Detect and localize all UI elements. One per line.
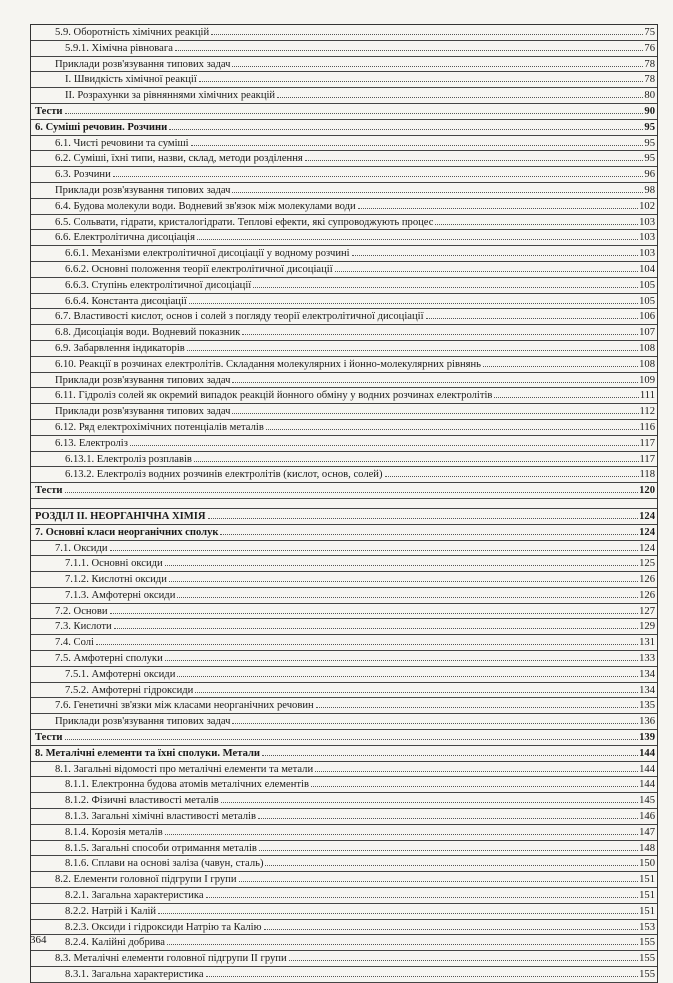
- toc-entry-page: 134: [639, 668, 655, 680]
- toc-leader-dots: [130, 445, 639, 446]
- toc-leader-dots: [211, 34, 643, 35]
- toc-entry-title: 8.2.1. Загальна характеристика: [65, 890, 204, 902]
- toc-entry: [31, 72, 657, 88]
- toc-entry: [31, 483, 657, 499]
- toc-entry-page: 144: [639, 763, 655, 775]
- toc-entry: [31, 619, 657, 635]
- toc-leader-dots: [266, 429, 639, 430]
- toc-entry-page: 126: [639, 589, 655, 601]
- toc-entry-page: 108: [639, 342, 655, 354]
- toc-entry: [31, 651, 657, 667]
- toc-entry-title: 8.2. Елементи головної підгрупи I групи: [55, 874, 237, 886]
- toc-leader-dots: [175, 50, 644, 51]
- toc-leader-dots: [177, 597, 638, 598]
- toc-entry-title: 7.1. Оксиди: [55, 542, 108, 554]
- toc-entry-title: 6.6.4. Константа дисоціації: [65, 295, 187, 307]
- toc-leader-dots: [262, 755, 638, 756]
- toc-leader-dots: [169, 581, 638, 582]
- toc-entry-page: 144: [639, 779, 655, 791]
- toc-entry: [31, 294, 657, 310]
- toc-entry-page: 124: [639, 526, 655, 538]
- toc-entry-title: 6.1. Чисті речовини та суміші: [55, 137, 189, 149]
- toc-leader-dots: [206, 897, 638, 898]
- toc-entry-title: 6.6.1. Механізми електролітичної дисоціації у водному розчині: [65, 248, 350, 260]
- toc-entry: [31, 541, 657, 557]
- toc-entry-page: 102: [639, 200, 655, 212]
- toc-entry-page: 80: [644, 90, 655, 102]
- toc-entry: [31, 809, 657, 825]
- toc-entry: [31, 41, 657, 57]
- toc-leader-dots: [435, 224, 638, 225]
- toc-entry-page: 124: [639, 542, 655, 554]
- toc-entry-title: 8.1.4. Корозія металів: [65, 826, 163, 838]
- toc-entry-page: 78: [644, 74, 655, 86]
- toc-leader-dots: [110, 613, 639, 614]
- toc-entry-title: 6.7. Властивості кислот, основ і солей з погляду теорії електролітичної дисоціації: [55, 311, 424, 323]
- toc-entry-title: Приклади розв'язування типових задач: [55, 184, 231, 196]
- toc-entry-page: 135: [639, 700, 655, 712]
- toc-entry: [31, 388, 657, 404]
- toc-entry-title: II. Розрахунки за рівняннями хімічних реакцій: [65, 90, 276, 102]
- section-gap: [31, 499, 657, 509]
- toc-entry-title: Тести: [35, 105, 63, 117]
- toc-entry: [31, 278, 657, 294]
- toc-entry-page: 139: [639, 732, 655, 744]
- toc-entry: [31, 920, 657, 936]
- toc-entry-title: 6.8. Дисоціація води. Водневий показник: [55, 327, 241, 339]
- toc-entry-title: 6.12. Ряд електрохімічних потенціалів металів: [55, 421, 264, 433]
- toc-entry-title: Тести: [35, 732, 63, 744]
- toc-leader-dots: [385, 476, 639, 477]
- toc-entry-title: 7.5.2. Амфотерні гідроксиди: [65, 684, 194, 696]
- toc-entry: [31, 404, 657, 420]
- toc-entry: [31, 714, 657, 730]
- toc-leader-dots: [208, 518, 639, 519]
- toc-entry-page: 120: [639, 485, 655, 497]
- toc-entry-title: 8.3.1. Загальна характеристика: [65, 969, 204, 981]
- toc-entry-page: 118: [639, 469, 655, 481]
- toc-leader-dots: [494, 397, 638, 398]
- toc-leader-dots: [194, 461, 639, 462]
- toc-entry: [31, 793, 657, 809]
- toc-leader-dots: [195, 692, 638, 693]
- toc-entry-title: 7.6. Генетичні зв'язки між класами неорганічних речовин: [55, 700, 314, 712]
- toc-entry-title: 7.3. Кислоти: [55, 621, 112, 633]
- toc-entry-title: 8.1.3. Загальні хімічні властивості металів: [65, 811, 256, 823]
- toc-entry-title: 6.9. Забарвлення індикаторів: [55, 342, 185, 354]
- toc-leader-dots: [65, 113, 644, 114]
- toc-entry-page: 117: [639, 453, 655, 465]
- toc-entry-title: 8. Металічні елементи та їхні сполуки. Метали: [35, 747, 261, 759]
- toc-leader-dots: [289, 960, 638, 961]
- toc-entry-page: 107: [639, 327, 655, 339]
- toc-entry: [31, 825, 657, 841]
- toc-entry-title: 7.1.3. Амфотерні оксиди: [65, 589, 176, 601]
- toc-leader-dots: [96, 644, 638, 645]
- toc-entry-title: 6.5. Сольвати, гідрати, кристалогідрати. Теплові ефекти, які супроводжують процес: [55, 216, 434, 228]
- toc-entry-page: 145: [639, 795, 655, 807]
- toc-entry-title: 8.3. Металічні елементи головної підгрупи II групи: [55, 953, 287, 965]
- toc-leader-dots: [305, 160, 644, 161]
- toc-leader-dots: [158, 913, 638, 914]
- toc-entry-page: 126: [639, 574, 655, 586]
- toc-entry: [31, 136, 657, 152]
- toc-entry-page: 155: [639, 953, 655, 965]
- toc-entry-page: 76: [644, 42, 655, 54]
- toc-entry-page: 116: [639, 421, 655, 433]
- toc-entry: [31, 951, 657, 967]
- toc-leader-dots: [259, 850, 638, 851]
- toc-entry-title: 8.1.5. Загальні способи отримання металів: [65, 842, 257, 854]
- toc-entry-title: РОЗДІЛ II. НЕОРГАНІЧНА ХІМІЯ: [35, 510, 206, 522]
- toc-entry-page: 95: [644, 153, 655, 165]
- toc-entry: [31, 872, 657, 888]
- toc-leader-dots: [221, 802, 638, 803]
- toc-entry-page: 124: [639, 510, 655, 522]
- toc-leader-dots: [277, 97, 643, 98]
- toc-entry: [31, 199, 657, 215]
- toc-entry-title: 8.1. Загальні відомості про металічні елементи та метали: [55, 763, 314, 775]
- toc-entry-page: 90: [644, 105, 655, 117]
- toc-entry-page: 104: [639, 263, 655, 275]
- toc-leader-dots: [239, 881, 639, 882]
- toc-entry: [31, 525, 657, 541]
- toc-leader-dots: [483, 366, 638, 367]
- toc-entry-page: 129: [639, 621, 655, 633]
- toc-leader-dots: [206, 976, 638, 977]
- toc-entry-page: 155: [639, 937, 655, 949]
- toc-entry-page: 95: [644, 121, 655, 133]
- toc-entry: [31, 572, 657, 588]
- toc-leader-dots: [197, 239, 638, 240]
- toc-entry-page: 105: [639, 279, 655, 291]
- toc-entry: [31, 325, 657, 341]
- toc-entry: [31, 588, 657, 604]
- toc-leader-dots: [199, 81, 644, 82]
- toc-leader-dots: [110, 550, 639, 551]
- toc-entry-page: 109: [639, 374, 655, 386]
- toc-entry-page: 133: [639, 653, 655, 665]
- toc-entry: [31, 904, 657, 920]
- toc-entry: [31, 25, 657, 41]
- toc-entry-page: 111: [639, 390, 655, 402]
- toc-entry-title: 8.1.6. Сплави на основі заліза (чавун, сталь): [65, 858, 264, 870]
- toc-entry-title: 8.1.2. Фізичні властивості металів: [65, 795, 219, 807]
- toc-leader-dots: [426, 318, 639, 319]
- toc-leader-dots: [352, 255, 639, 256]
- toc-entry-page: 78: [644, 58, 655, 70]
- toc-entry: [31, 309, 657, 325]
- toc-entry-title: 8.2.4. Калійні добрива: [65, 937, 165, 949]
- toc-entry-page: 96: [644, 169, 655, 181]
- toc-entry: [31, 262, 657, 278]
- toc-entry: [31, 667, 657, 683]
- toc-entry: [31, 151, 657, 167]
- toc-leader-dots: [253, 287, 638, 288]
- toc-entry: [31, 777, 657, 793]
- toc-entry-page: 136: [639, 716, 655, 728]
- toc-leader-dots: [189, 303, 638, 304]
- toc-entry-title: 8.2.2. Натрій і Калій: [65, 905, 157, 917]
- toc-entry-title: 6.2. Суміші, їхні типи, назви, склад, методи розділення: [55, 153, 303, 165]
- toc-entry-title: 6.6.3. Ступінь електролітичної дисоціації: [65, 279, 252, 291]
- toc-entry-page: 112: [639, 406, 655, 418]
- toc-entry: [31, 436, 657, 452]
- toc-entry: [31, 373, 657, 389]
- toc-entry: [31, 635, 657, 651]
- toc-entry: [31, 856, 657, 872]
- toc-entry-title: Приклади розв'язування типових задач: [55, 374, 231, 386]
- toc-entry-title: Приклади розв'язування типових задач: [55, 406, 231, 418]
- table-of-contents: [30, 24, 658, 983]
- toc-entry-page: 151: [639, 890, 655, 902]
- toc-entry: [31, 246, 657, 262]
- toc-entry-title: Приклади розв'язування типових задач: [55, 58, 231, 70]
- toc-entry-title: 6.10. Реакції в розчинах електролітів. Складання молекулярних і йонно-молекулярних рівнянь: [55, 358, 482, 370]
- toc-entry: [31, 357, 657, 373]
- toc-entry-title: 7.2. Основи: [55, 605, 108, 617]
- toc-entry-title: 6.6.2. Основні положення теорії електролітичної дисоціації: [65, 263, 333, 275]
- toc-entry-title: 5.9. Оборотність хімічних реакцій: [55, 27, 210, 38]
- toc-entry-page: 127: [639, 605, 655, 617]
- toc-entry-title: 8.1.1. Електронна будова атомів металічних елементів: [65, 779, 309, 791]
- toc-leader-dots: [335, 271, 638, 272]
- toc-leader-dots: [65, 492, 639, 493]
- toc-entry: [31, 452, 657, 468]
- toc-leader-dots: [316, 707, 638, 708]
- toc-entry: [31, 935, 657, 951]
- toc-leader-dots: [232, 192, 643, 193]
- toc-leader-dots: [232, 382, 638, 383]
- toc-entry: [31, 509, 657, 525]
- toc-leader-dots: [232, 723, 638, 724]
- toc-entry-title: I. Швидкість хімічної реакції: [65, 74, 197, 86]
- toc-entry-title: 7.1.2. Кислотні оксиди: [65, 574, 167, 586]
- toc-entry: [31, 215, 657, 231]
- toc-entry: [31, 420, 657, 436]
- toc-entry-page: 151: [639, 905, 655, 917]
- toc-entry-page: 147: [639, 826, 655, 838]
- toc-leader-dots: [242, 334, 638, 335]
- toc-entry: [31, 841, 657, 857]
- toc-entry-title: 7.5. Амфотерні сполуки: [55, 653, 163, 665]
- toc-entry: [31, 762, 657, 778]
- toc-entry-title: 8.2.3. Оксиди і гідроксиди Натрію та Калію: [65, 921, 262, 933]
- toc-leader-dots: [187, 350, 638, 351]
- toc-entry-title: 6.13. Електроліз: [55, 437, 128, 449]
- toc-entry: [31, 167, 657, 183]
- toc-entry-title: 6. Суміші речовин. Розчини: [35, 121, 168, 133]
- toc-leader-dots: [165, 660, 638, 661]
- toc-entry-page: 153: [639, 921, 655, 933]
- toc-entry: [31, 556, 657, 572]
- toc-entry-page: 108: [639, 358, 655, 370]
- toc-leader-dots: [311, 786, 638, 787]
- toc-entry-page: 148: [639, 842, 655, 854]
- page-number: 364: [30, 934, 47, 946]
- toc-entry-page: 125: [639, 558, 655, 570]
- toc-entry: [31, 341, 657, 357]
- toc-leader-dots: [177, 676, 638, 677]
- toc-entry-title: 6.4. Будова молекули води. Водневий зв'язок між молекулами води: [55, 200, 356, 212]
- toc-leader-dots: [169, 129, 643, 130]
- toc-leader-dots: [232, 413, 638, 414]
- toc-leader-dots: [191, 145, 644, 146]
- toc-entry-title: Приклади розв'язування типових задач: [55, 716, 231, 728]
- toc-entry: [31, 967, 657, 983]
- toc-entry-title: 7.4. Солі: [55, 637, 94, 649]
- toc-leader-dots: [220, 534, 638, 535]
- toc-leader-dots: [232, 66, 643, 67]
- toc-entry-page: 103: [639, 232, 655, 244]
- toc-entry: [31, 88, 657, 104]
- toc-entry-page: 105: [639, 295, 655, 307]
- toc-entry-page: 103: [639, 248, 655, 260]
- toc-entry-page: 95: [644, 137, 655, 149]
- toc-entry-page: 150: [639, 858, 655, 870]
- toc-entry-title: 6.13.2. Електроліз водних розчинів електролітів (кислот, основ, солей): [65, 469, 383, 481]
- toc-entry-title: 7. Основні класи неорганічних сполук: [35, 526, 219, 538]
- toc-entry-page: 131: [639, 637, 655, 649]
- toc-entry: [31, 104, 657, 120]
- toc-entry-title: 6.3. Розчини: [55, 169, 111, 181]
- toc-entry: [31, 183, 657, 199]
- toc-entry-page: 106: [639, 311, 655, 323]
- toc-leader-dots: [358, 208, 638, 209]
- toc-leader-dots: [113, 176, 644, 177]
- toc-entry-title: 6.11. Гідроліз солей як окремий випадок реакцій йонного обміну у водних розчинах електролітів: [55, 390, 493, 402]
- toc-entry-title: 6.6. Електролітична дисоціація: [55, 232, 195, 244]
- toc-entry-page: 103: [639, 216, 655, 228]
- toc-entry: [31, 888, 657, 904]
- toc-entry: [31, 467, 657, 483]
- toc-entry-page: 134: [639, 684, 655, 696]
- toc-entry-page: 98: [644, 184, 655, 196]
- toc-leader-dots: [258, 818, 638, 819]
- toc-entry: [31, 230, 657, 246]
- toc-entry-page: 75: [644, 27, 655, 38]
- toc-entry-page: 144: [639, 747, 655, 759]
- toc-leader-dots: [65, 739, 639, 740]
- toc-entry: [31, 57, 657, 73]
- toc-entry-title: Тести: [35, 485, 63, 497]
- toc-entry-title: 5.9.1. Хімічна рівновага: [65, 42, 173, 54]
- toc-entry: [31, 698, 657, 714]
- toc-leader-dots: [264, 929, 639, 930]
- toc-entry: [31, 746, 657, 762]
- toc-entry-title: 7.1.1. Основні оксиди: [65, 558, 163, 570]
- toc-entry-page: 146: [639, 811, 655, 823]
- toc-entry-title: 6.13.1. Електроліз розплавів: [65, 453, 192, 465]
- toc-entry: [31, 683, 657, 699]
- toc-entry-page: 117: [639, 437, 655, 449]
- toc-entry-title: 7.5.1. Амфотерні оксиди: [65, 668, 176, 680]
- toc-entry-page: 155: [639, 969, 655, 981]
- toc-leader-dots: [167, 944, 638, 945]
- toc-entry-page: 151: [639, 874, 655, 886]
- toc-leader-dots: [165, 565, 638, 566]
- toc-leader-dots: [114, 628, 638, 629]
- toc-leader-dots: [315, 771, 638, 772]
- toc-entry: [31, 730, 657, 746]
- toc-leader-dots: [265, 865, 638, 866]
- toc-entry: [31, 604, 657, 620]
- toc-leader-dots: [165, 834, 638, 835]
- toc-entry: [31, 120, 657, 136]
